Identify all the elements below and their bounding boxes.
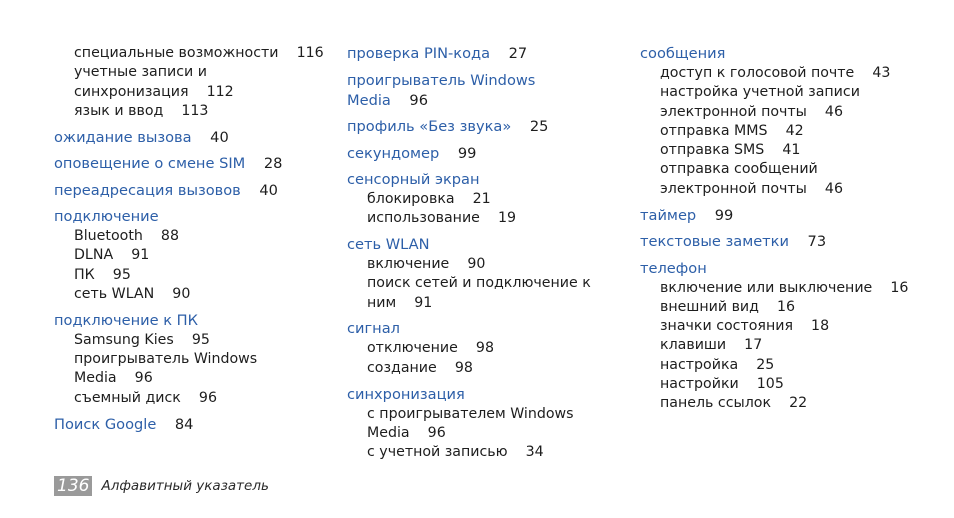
- index-subentry-label: DLNA: [74, 247, 114, 264]
- index-subentry: [367, 339, 617, 358]
- index-subentry-label: использование: [367, 210, 480, 227]
- index-subentry-label: поиск сетей и подключение к: [367, 275, 591, 292]
- index-subentry: [74, 246, 324, 265]
- index-subentry-label: отправка сообщений: [660, 161, 818, 178]
- page-reference: 22: [789, 395, 808, 412]
- index-subentry-label: настройка: [660, 356, 739, 373]
- index-subentry: [660, 298, 920, 317]
- index-subentry: [660, 103, 920, 122]
- page-reference: 88: [160, 228, 179, 245]
- page-reference: 98: [454, 359, 473, 376]
- page-reference: 40: [210, 128, 229, 146]
- index-subentry-label: панель ссылок: [660, 395, 772, 412]
- page-reference: 99: [714, 206, 734, 224]
- index-subentry-label: специальные возможности: [74, 45, 279, 61]
- page-reference: 96: [427, 424, 446, 441]
- index-subentry: [74, 227, 324, 246]
- index-subentry-label: клавиши: [660, 337, 727, 354]
- page-reference: 96: [409, 91, 428, 109]
- index-term: [54, 311, 324, 331]
- index-subentry-label: ПК: [74, 266, 95, 283]
- page-reference: 16: [777, 298, 796, 315]
- index-subentry-label: язык и ввод: [74, 102, 164, 119]
- page-reference: 40: [259, 181, 278, 199]
- index-term-label: переадресация вызовов: [54, 181, 241, 199]
- index-subentry-label: отправка MMS: [660, 122, 768, 139]
- page-reference: 95: [191, 331, 210, 348]
- index-subentry: [660, 141, 920, 160]
- page-reference: 73: [807, 233, 827, 251]
- index-subentry: [74, 83, 324, 102]
- index-subentry-label: Bluetooth: [74, 228, 143, 245]
- index-term: [347, 170, 617, 190]
- index-subentry-label: проигрыватель Windows: [74, 351, 258, 368]
- index-term-label: сеть WLAN: [347, 236, 430, 254]
- index-subentry: [660, 375, 920, 394]
- index-subentry: [74, 369, 324, 388]
- page-reference: 16: [890, 279, 909, 296]
- page-reference: 91: [131, 247, 150, 264]
- index-subentry: [74, 63, 324, 82]
- index-subentry: [367, 405, 617, 424]
- page-reference: 21: [472, 191, 491, 207]
- page-reference: 28: [263, 155, 283, 173]
- index-term-label: подключение к ПК: [54, 311, 199, 329]
- index-subentry: [660, 356, 920, 375]
- index-subentry: [660, 279, 920, 298]
- page-reference: 95: [112, 266, 131, 283]
- index-subentry-label: включение или выключение: [660, 279, 873, 296]
- index-term-label: текстовые заметки: [640, 233, 789, 251]
- index-subentry: [660, 160, 920, 179]
- index-subentry: [660, 336, 920, 355]
- index-column-3: [640, 44, 920, 414]
- index-subentry: [74, 266, 324, 285]
- index-subentry: [367, 443, 617, 462]
- index-term: [640, 232, 920, 252]
- index-term-label: Поиск Google: [54, 415, 157, 433]
- index-term-label: подключение: [54, 208, 159, 226]
- index-term: [640, 44, 920, 64]
- page-reference: 116: [296, 45, 324, 61]
- index-term: [347, 44, 617, 64]
- page-reference: 25: [529, 118, 549, 135]
- index-subentry: [367, 424, 617, 443]
- index-subentry: [74, 389, 324, 408]
- index-subentry-label: значки состояния: [660, 318, 793, 335]
- page-reference: 19: [497, 210, 517, 227]
- index-subentry: [367, 255, 617, 274]
- page-reference: 41: [782, 142, 801, 159]
- index-subentry: [367, 359, 617, 378]
- page-reference: 96: [134, 370, 153, 387]
- index-term: [347, 71, 617, 111]
- index-term-label: таймер: [640, 206, 697, 224]
- index-subentry: [74, 102, 324, 121]
- index-subentry-label: синхронизация: [74, 83, 189, 100]
- index-subentry: [74, 285, 324, 304]
- index-term: [347, 319, 617, 339]
- page-reference: 84: [174, 415, 194, 433]
- index-subentry: [660, 317, 920, 336]
- page-reference: 27: [508, 45, 528, 62]
- page-reference: 42: [785, 122, 804, 139]
- index-term: [54, 154, 324, 174]
- index-subentry-label: сеть WLAN: [74, 286, 155, 303]
- index-subentry-label: доступ к голосовой почте: [660, 65, 855, 81]
- index-subentry: [367, 209, 617, 228]
- page-reference: 99: [457, 144, 477, 162]
- index-column-1: [54, 44, 324, 435]
- index-subentry-label: Media: [74, 370, 117, 387]
- index-subentry-label: электронной почты: [660, 103, 807, 120]
- index-term-label: сообщения: [640, 45, 726, 62]
- index-subentry: [74, 44, 324, 63]
- index-subentry-label: учетные записи и: [74, 64, 207, 81]
- index-subentry: [367, 294, 617, 313]
- index-term: [347, 235, 617, 255]
- index-term-label: профиль «Без звука»: [347, 118, 512, 135]
- index-subentry-label: съемный диск: [74, 389, 181, 406]
- index-term-label: оповещение о смене SIM: [54, 155, 246, 173]
- page-reference: 18: [811, 318, 830, 335]
- index-subentry: [74, 331, 324, 350]
- index-term-label: телефон: [640, 259, 707, 277]
- index-term-label: проигрыватель Windows Media: [347, 71, 536, 109]
- index-subentry: [660, 180, 920, 199]
- index-subentry-label: внешний вид: [660, 298, 759, 315]
- index-term-label: сигнал: [347, 320, 400, 338]
- index-subentry-label: блокировка: [367, 191, 455, 207]
- index-term-label: секундомер: [347, 144, 440, 162]
- index-term: [347, 117, 617, 137]
- page-reference: 113: [181, 102, 209, 119]
- index-subentry-label: отправка SMS: [660, 142, 765, 159]
- index-term-label: ожидание вызова: [54, 128, 192, 146]
- index-subentry-label: создание: [367, 359, 437, 376]
- page-footer: [54, 476, 269, 496]
- page-number: 136: [54, 476, 92, 496]
- page-reference: 105: [756, 376, 784, 393]
- index-subentry: [660, 394, 920, 413]
- index-subentry-label: Samsung Kies: [74, 331, 174, 348]
- index-term-label: проверка PIN-кода: [347, 45, 491, 62]
- page-reference: 90: [172, 286, 191, 303]
- page-reference: 91: [414, 294, 433, 311]
- page-reference: 46: [824, 103, 843, 120]
- page-reference: 25: [756, 356, 775, 373]
- index-subentry: [367, 190, 617, 209]
- index-term-label: сенсорный экран: [347, 171, 480, 188]
- page-reference: 90: [467, 256, 486, 273]
- index-subentry: [74, 350, 324, 369]
- index-subentry-label: отключение: [367, 340, 458, 357]
- page-reference: 46: [824, 180, 843, 197]
- index-term: [54, 128, 324, 148]
- page-reference: 96: [198, 389, 217, 406]
- page-reference: 98: [475, 340, 494, 357]
- index-term-label: синхронизация: [347, 385, 465, 403]
- index-subentry: [660, 122, 920, 141]
- index-term: [54, 181, 324, 201]
- page-reference: 112: [206, 83, 234, 100]
- index-subentry-label: настройки: [660, 376, 739, 393]
- index-subentry-label: с проигрывателем Windows: [367, 405, 574, 422]
- index-term: [54, 415, 324, 435]
- index-subentry-label: ним: [367, 294, 397, 311]
- page-reference: 17: [744, 337, 763, 354]
- index-subentry: [660, 64, 920, 83]
- index-subentry-label: настройка учетной записи: [660, 84, 860, 101]
- index-term: [347, 144, 617, 164]
- page-reference: 34: [525, 444, 544, 461]
- index-subentry-label: с учетной записью: [367, 444, 508, 461]
- index-column-2: [347, 44, 617, 462]
- page-reference: 43: [872, 65, 891, 81]
- index-subentry-label: Media: [367, 424, 410, 441]
- index-subentry: [367, 274, 617, 293]
- section-title: Алфавитный указатель: [101, 478, 269, 494]
- index-term: [347, 385, 617, 405]
- index-subentry-label: включение: [367, 256, 450, 273]
- index-term: [54, 207, 324, 227]
- index-term: [640, 206, 920, 226]
- index-subentry: [660, 83, 920, 102]
- index-subentry-label: электронной почты: [660, 180, 807, 197]
- index-term: [640, 259, 920, 279]
